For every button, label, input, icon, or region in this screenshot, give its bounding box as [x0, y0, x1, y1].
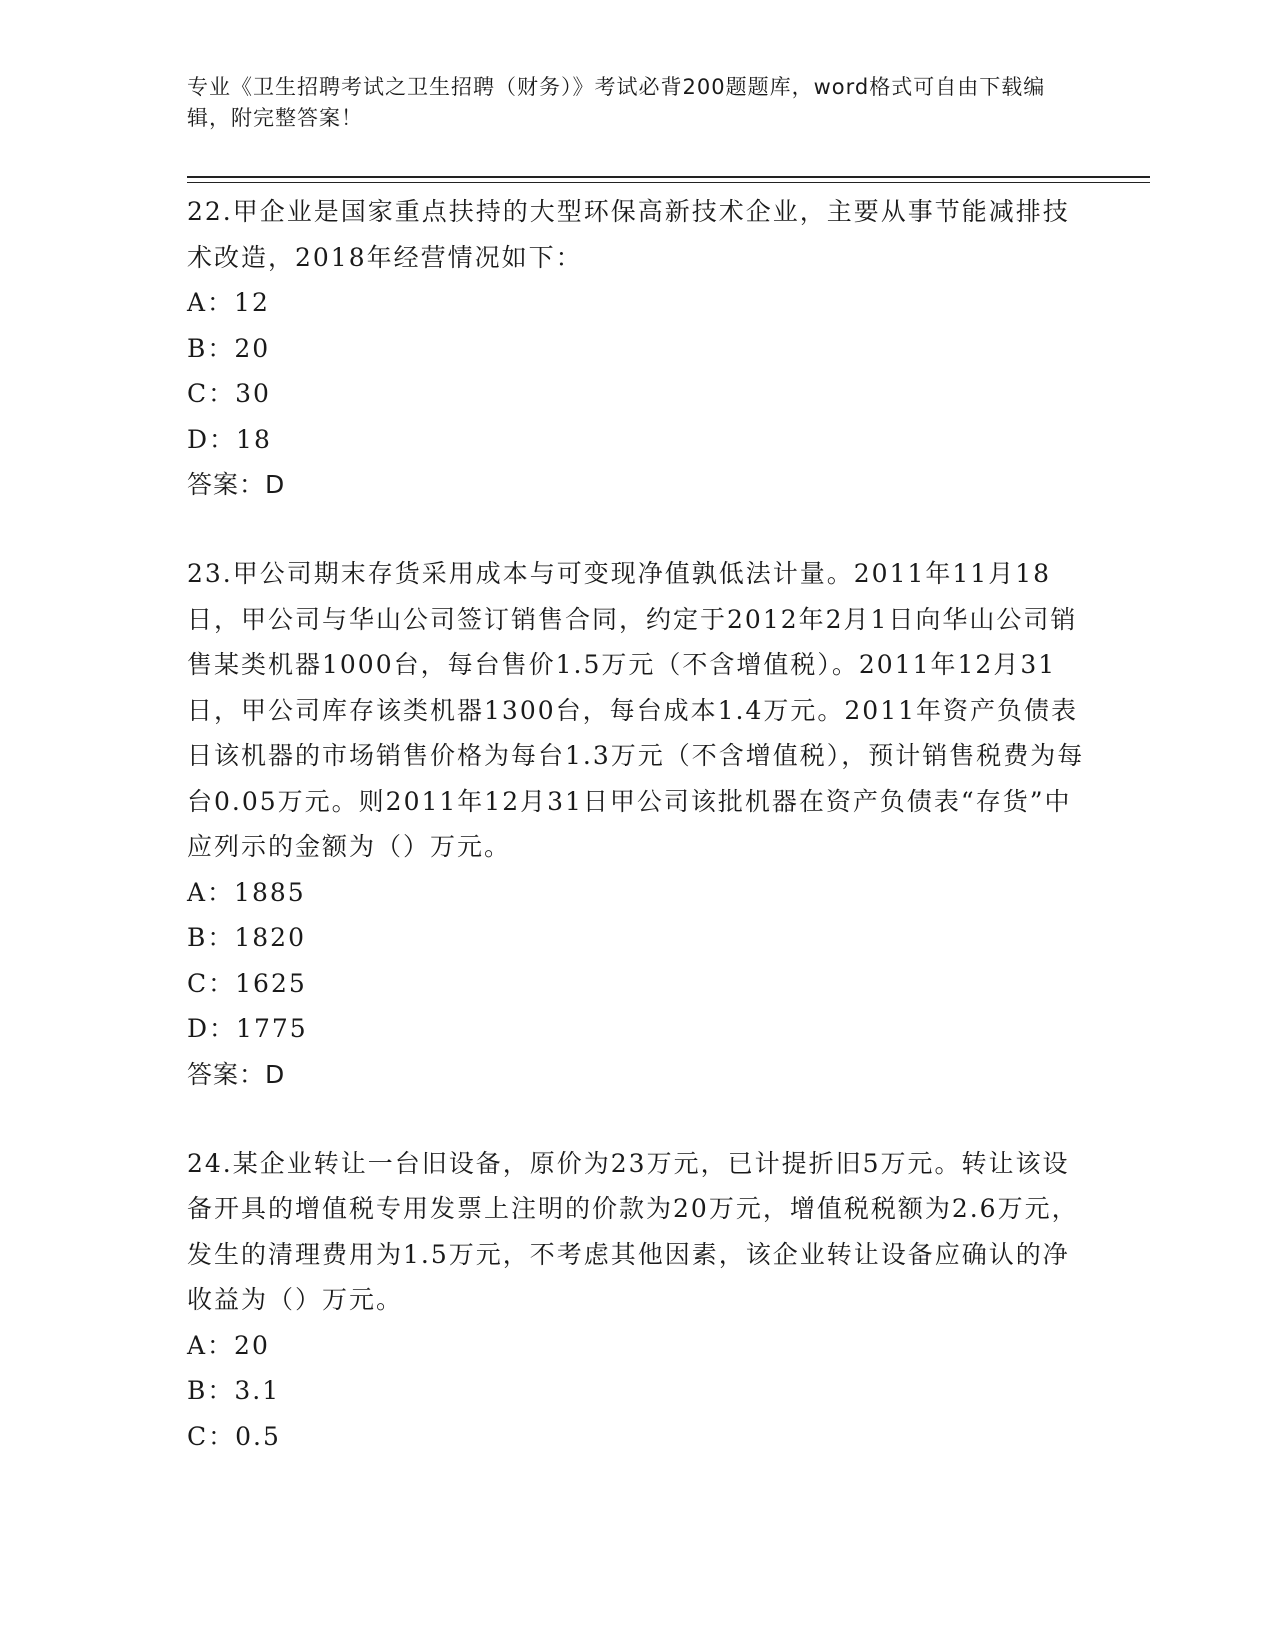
- header-divider-thick: [187, 176, 1150, 178]
- option-a: A：12: [187, 288, 270, 317]
- header-divider-thin: [187, 182, 1150, 183]
- option-a: A：1885: [187, 877, 306, 907]
- answer: 答案：D: [187, 470, 286, 499]
- header-title: 专业《卫生招聘考试之卫生招聘（财务）》考试必背200题题库，word格式可自由下载编辑，附完整答案！: [187, 75, 1046, 130]
- option-b: B：3.1: [187, 1376, 281, 1405]
- option-c: C：1625: [187, 968, 307, 998]
- option-a: A：20: [187, 1330, 270, 1360]
- option-d: D：18: [187, 424, 272, 454]
- option-b: B：20: [187, 333, 271, 363]
- question-text: 24.某企业转让一台旧设备，原价为23万元，已计提折旧5万元。转让该设备开具的增值税专用发票上注明的价款为20万元，增值税税额为2.6万元，发生的清理费用为1.5万元，不考虑其他因素，该企业转让设备应确认的净收益为（）万元。: [187, 1148, 1079, 1314]
- question-23: [187, 551, 1087, 1097]
- option-c: C：30: [187, 379, 271, 408]
- question-text: 22.甲企业是国家重点扶持的大型环保高新技术企业，主要从事节能减排技术改造，2018年经营情况如下：: [187, 197, 1070, 272]
- option-c: C：0.5: [187, 1421, 281, 1451]
- answer: 答案：D: [187, 1059, 286, 1089]
- document-header: [187, 72, 1067, 134]
- option-d: D：1775: [187, 1014, 308, 1043]
- question-text: 23.甲公司期末存货采用成本与可变现净值孰低法计量。2011年11月18日，甲公司与华山公司签订销售合同，约定于2012年2月1日向华山公司销售某类机器1000台，每台售价1.5万元（不含增值税）。2011年12月31日，甲公司库存该类机器1300台，每台成本1.4万元。2011年资产负债表日该机器的市场销售价格为每台1.3万元（不含增值税），预计销售税费为每台0.05万元。则2011年12月31日甲公司该批机器在资产负债表“存货”中应列示的金额为（）万元。: [187, 559, 1085, 861]
- option-b: B：1820: [187, 923, 306, 952]
- question-22: [187, 189, 1087, 507]
- question-list: [187, 189, 1087, 1503]
- question-24: [187, 1141, 1087, 1460]
